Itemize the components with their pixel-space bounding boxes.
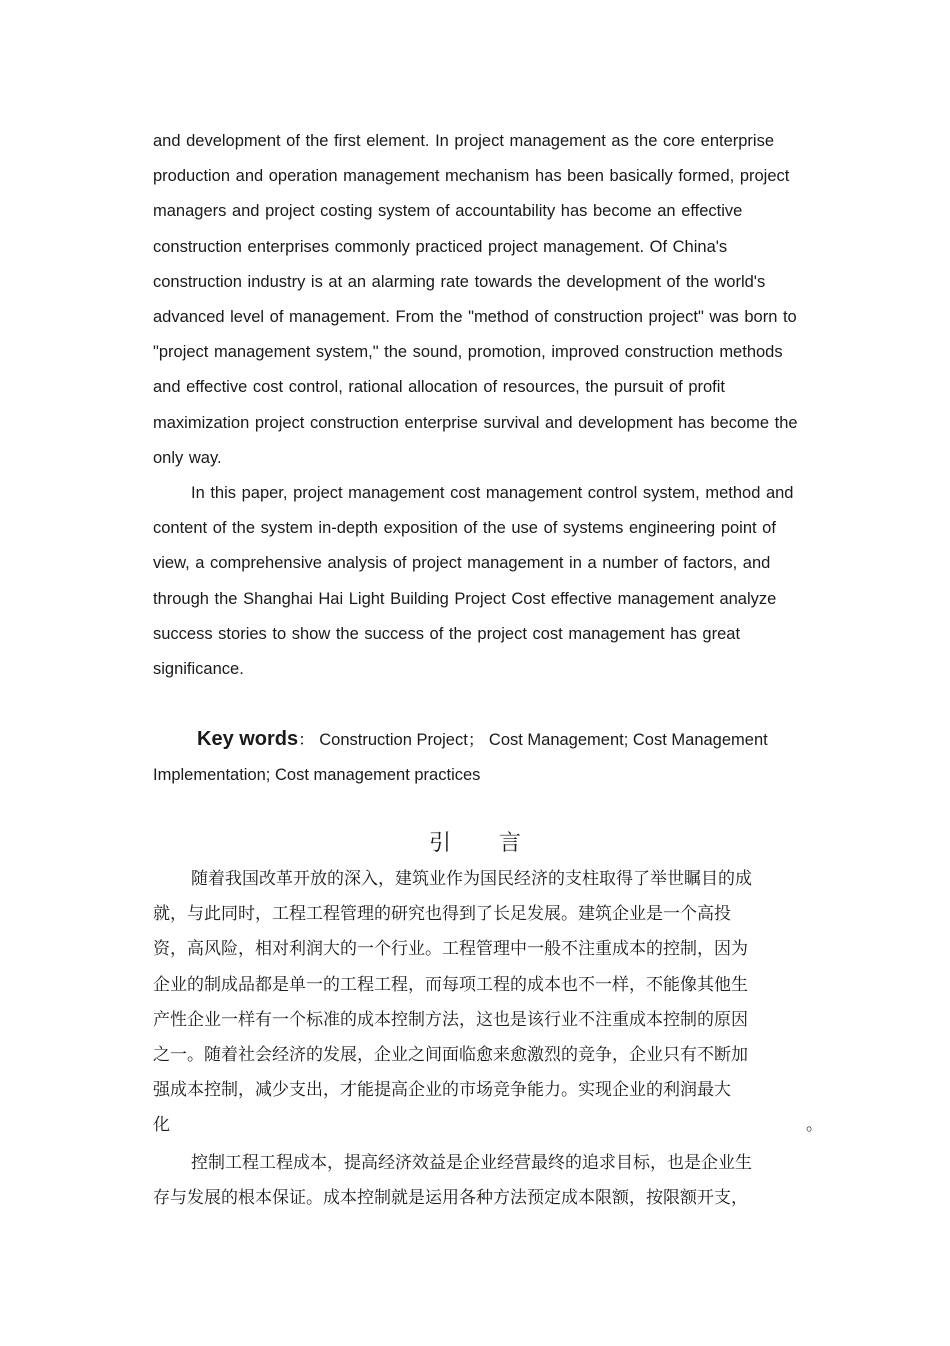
section-title: 引言 [428, 831, 569, 856]
abstract-line: success stories to show the success of the project cost management has great [153, 624, 741, 643]
abstract-line: production and operation management mechanism has been basically formed, project [153, 167, 790, 186]
abstract-line: construction enterprises commonly practiced project management. Of China's [153, 237, 728, 256]
intro-line: 随着我国改革开放的深入，建筑业作为国民经济的支柱取得了举世瞩目的成 [191, 869, 752, 889]
intro-paragraph-2 [153, 1146, 823, 1216]
intro-line: 控制工程工程成本，提高经济效益是企业经营最终的追求目标，也是企业生 [191, 1153, 752, 1173]
intro-line: 就，与此同时，工程工程管理的研究也得到了长足发展。建筑企业是一个高投 [153, 904, 731, 925]
abstract-line: "project management system," the sound, promotion, improved construction methods [153, 343, 783, 362]
abstract-line: view, a comprehensive analysis of project management in a number of factors, and [153, 554, 771, 573]
keywords-list-2: Implementation; Cost management practices [153, 766, 481, 785]
intro-line: 资，高风险，相对利润大的一个行业。工程管理中一般不注重成本的控制，因为 [153, 939, 748, 960]
abstract-line: through the Shanghai Hai Light Building Project Cost effective management analyze [153, 589, 777, 608]
keywords-separator: ： [298, 731, 315, 749]
keywords-section [153, 722, 841, 793]
abstract-line: managers and project costing system of accountability has become an effective [153, 202, 743, 221]
abstract-line: maximization project construction enterprise survival and development has become the [153, 413, 798, 432]
abstract-line: content of the system in-depth exposition of the use of systems engineering point of [153, 519, 776, 538]
intro-line: 强成本控制，减少支出，才能提高企业的市场竞争能力。实现企业的利润最大 [153, 1080, 731, 1101]
abstract-line: significance. [153, 660, 244, 679]
abstract-paragraph-2 [153, 476, 841, 687]
keywords-line-1 [153, 722, 841, 758]
intro-line-tail [153, 1108, 823, 1143]
abstract-line: and development of the first element. In project management as the core enterprise [153, 132, 775, 150]
intro-tail-start: 化 [153, 1115, 170, 1136]
abstract-line: only way. [153, 448, 222, 467]
keywords-label: Key words [197, 728, 299, 750]
abstract-line: and effective cost control, rational allocation of resources, the pursuit of profit [153, 378, 725, 397]
intro-line: 之一。随着社会经济的发展，企业之间面临愈来愈激烈的竞争，企业只有不断加 [153, 1044, 748, 1065]
abstract-line: construction industry is at an alarming rate towards the development of the world's [153, 272, 766, 291]
abstract-line: In this paper, project management cost management control system, method and [191, 484, 794, 502]
intro-line: 存与发展的根本保证。成本控制就是运用各种方法预定成本限额，按限额开支， [153, 1188, 748, 1209]
abstract-paragraph-1 [153, 124, 841, 476]
intro-line: 产性企业一样有一个标准的成本控制方法，这也是该行业不注重成本控制的原因 [153, 1009, 748, 1030]
intro-line: 企业的制成品都是单一的工程工程，而每项工程的成本也不一样，不能像其他生 [153, 974, 748, 995]
keywords-list-1: Construction Project； Cost Management; Cost Management [319, 731, 768, 749]
intro-tail-end: 。 [806, 1115, 823, 1136]
intro-paragraph-1 [153, 862, 823, 1144]
abstract-line: advanced level of management. From the "method of construction project" was born to [153, 308, 797, 327]
